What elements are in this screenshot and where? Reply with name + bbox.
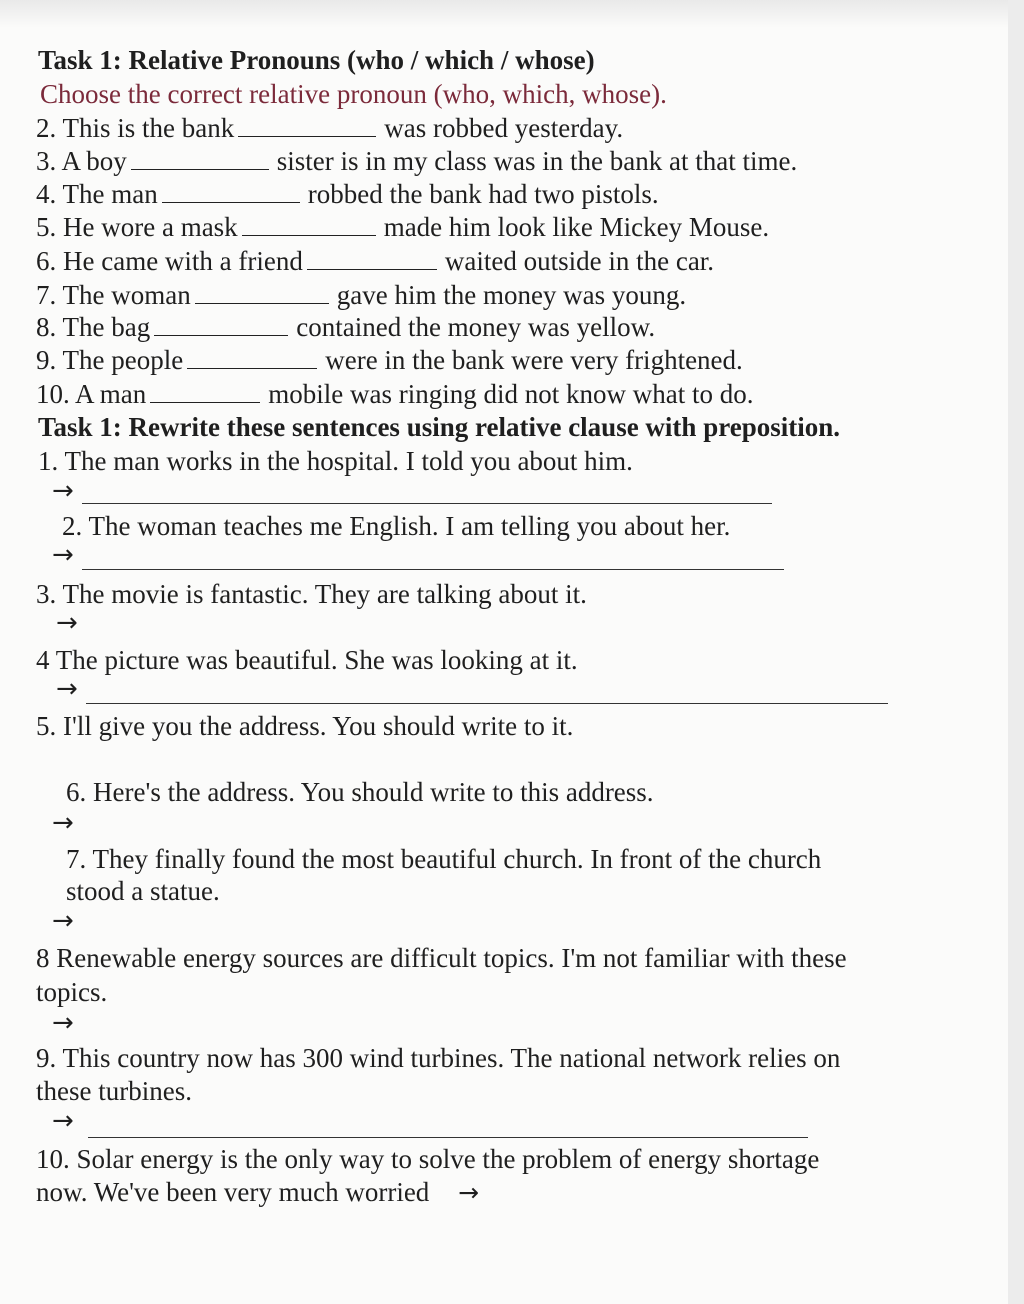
answer-blank[interactable]	[131, 145, 269, 170]
fill-item-9	[36, 344, 743, 376]
task1-instruction: Choose the correct relative pronoun (who, which, whose).	[40, 79, 667, 109]
item-text-after: gave him the money was young.	[336, 280, 687, 310]
answer-line[interactable]	[88, 1137, 808, 1138]
answer-blank[interactable]	[195, 279, 329, 304]
arrow-icon: →	[52, 1008, 74, 1038]
rewrite-item-5: 5. I'll give you the address. You should write to it.	[36, 711, 574, 741]
rewrite-item-8: 8 Renewable energy sources are difficult topics. I'm not familiar with these	[36, 943, 847, 973]
fill-item-3	[36, 145, 797, 177]
fill-item-2	[36, 112, 623, 144]
rewrite-item-1: 1. The man works in the hospital. I told you about him.	[38, 446, 633, 476]
fill-item-7	[36, 279, 686, 311]
arrow-icon: →	[52, 808, 74, 838]
rewrite-item-7: 7. They finally found the most beautiful church. In front of the church	[66, 844, 822, 874]
item-text-before: 8. The bag	[36, 312, 151, 342]
arrow-icon: →	[56, 674, 78, 704]
item-text-before: 9. The people	[36, 345, 184, 375]
fill-item-6	[36, 245, 714, 277]
rewrite-item-4: 4 The picture was beautiful. She was looking at it.	[36, 645, 578, 675]
fill-item-8	[36, 311, 655, 343]
rewrite-item-3: 3. The movie is fantastic. They are talking about it.	[36, 579, 587, 609]
item-text-before: 5. He wore a mask	[36, 212, 238, 242]
rewrite-item-7-cont: stood a statue.	[66, 876, 220, 906]
answer-blank[interactable]	[187, 344, 317, 369]
task2-title: Task 1: Rewrite these sentences using relative clause with preposition.	[38, 412, 840, 442]
rewrite-item-9: 9. This country now has 300 wind turbines. The national network relies on	[36, 1043, 841, 1073]
item-text-before: 10. A man	[36, 379, 147, 409]
item-text-after: was robbed yesterday.	[384, 113, 624, 143]
item-text-after: sister is in my class was in the bank at that time.	[276, 146, 798, 176]
answer-blank[interactable]	[150, 378, 260, 403]
fill-item-5	[36, 211, 769, 243]
item-text-before: 6. He came with a friend	[36, 246, 303, 276]
answer-line[interactable]	[82, 503, 772, 504]
rewrite-item-6: 6. Here's the address. You should write to this address.	[66, 777, 654, 807]
arrow-icon: →	[52, 540, 74, 570]
answer-blank[interactable]	[242, 211, 376, 236]
item-text-before: 7. The woman	[36, 280, 191, 310]
arrow-icon: →	[52, 1106, 74, 1136]
item-text-before: 2. This is the bank	[36, 113, 235, 143]
arrow-icon: →	[56, 608, 78, 638]
item-text: now. We've been very much worried	[36, 1177, 430, 1207]
item-text-before: 4. The man	[36, 179, 158, 209]
arrow-icon: →	[458, 1178, 480, 1207]
answer-blank[interactable]	[238, 112, 376, 137]
answer-blank[interactable]	[154, 311, 288, 336]
page-edge	[1008, 0, 1024, 1304]
item-text-after: were in the bank were very frightened.	[325, 345, 743, 375]
arrow-icon: →	[52, 906, 74, 936]
rewrite-item-2: 2. The woman teaches me English. I am telling you about her.	[62, 511, 731, 541]
task1-title: Task 1: Relative Pronouns (who / which / whose)	[38, 45, 595, 75]
item-text-after: mobile was ringing did not know what to do.	[268, 379, 754, 409]
item-text-after: made him look like Mickey Mouse.	[383, 212, 770, 242]
answer-line[interactable]	[86, 703, 888, 704]
top-shadow	[0, 0, 1010, 28]
rewrite-item-9-cont: these turbines.	[36, 1076, 192, 1106]
answer-blank[interactable]	[162, 178, 300, 203]
rewrite-item-8-cont: topics.	[36, 977, 108, 1007]
rewrite-item-10-cont	[36, 1176, 479, 1209]
answer-blank[interactable]	[307, 245, 437, 270]
item-text-after: contained the money was yellow.	[296, 312, 656, 342]
rewrite-item-10: 10. Solar energy is the only way to solve the problem of energy shortage	[36, 1144, 820, 1174]
item-text-before: 3. A boy	[36, 146, 127, 176]
arrow-icon: →	[52, 476, 74, 506]
item-text-after: waited outside in the car.	[444, 246, 715, 276]
item-text-after: robbed the bank had two pistols.	[307, 179, 659, 209]
fill-item-4	[36, 178, 659, 210]
answer-line[interactable]	[82, 569, 784, 570]
fill-item-10	[36, 378, 753, 410]
